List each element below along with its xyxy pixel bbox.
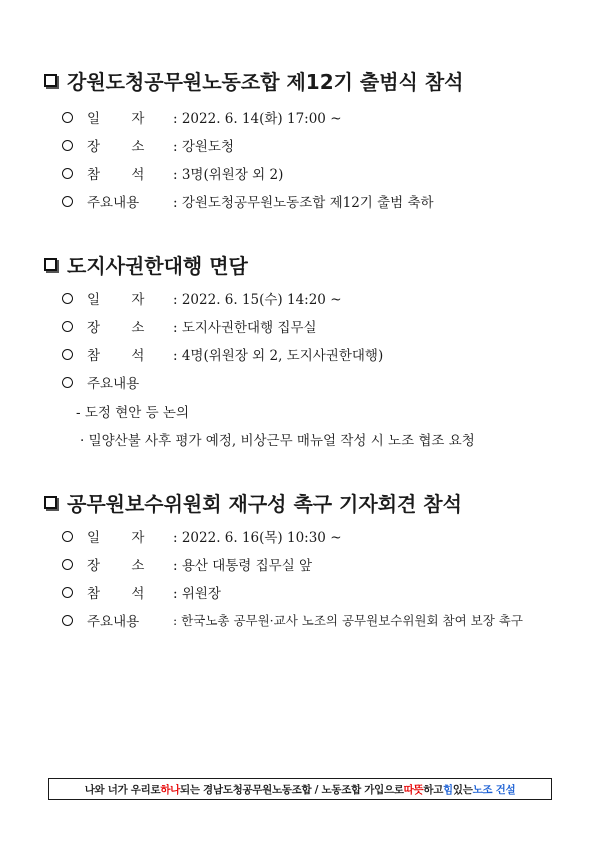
section-3-title [44, 488, 462, 516]
circle-bullet-icon [62, 531, 73, 542]
row-value: : 4명(위원장 외 2, 도지사권한대행) [173, 348, 384, 364]
row-value: : 2022. 6. 14(화) 17:00 ~ [173, 111, 342, 127]
section-2-title-text: 도지사권한대행 면담 [67, 253, 248, 278]
section-2-row-content [62, 371, 173, 393]
section-2-title [44, 250, 248, 278]
section-3-row-place [62, 553, 312, 575]
slogan-highlight-blue: 노조 건설 [472, 783, 516, 796]
circle-bullet-icon [62, 168, 73, 179]
circle-bullet-icon [62, 559, 73, 570]
circle-bullet-icon [62, 293, 73, 304]
circle-bullet-icon [62, 321, 73, 332]
slogan-part: 나와 너가 우리로 [84, 783, 161, 796]
row-value: : 용산 대통령 집무실 앞 [173, 558, 313, 574]
row-label: 주요내용 [87, 195, 140, 211]
row-value: : 강원도청공무원노동조합 제12기 출범 축하 [173, 195, 434, 211]
section-1-title [44, 66, 463, 94]
circle-bullet-icon [62, 196, 73, 207]
row-label: 참 석 [87, 348, 145, 364]
row-value: : 강원도청 [173, 139, 235, 155]
row-label: 주요내용 [87, 614, 140, 630]
footer-slogan-box [48, 778, 552, 800]
circle-bullet-icon [62, 112, 73, 123]
circle-bullet-icon [62, 615, 73, 626]
row-label: 장 소 [87, 320, 145, 336]
row-value: : 3명(위원장 외 2) [173, 167, 284, 183]
section-1-row-place [62, 134, 234, 156]
row-label: 장 소 [87, 558, 145, 574]
section-2-subitem-2: · 밀양산불 사후 평가 예정, 비상근무 매뉴얼 작성 시 노조 협조 요청 [80, 433, 475, 449]
row-value: : 2022. 6. 16(목) 10:30 ~ [173, 530, 342, 546]
circle-bullet-icon [62, 349, 73, 360]
section-1-row-attendees [62, 162, 283, 184]
section-1-title-text: 강원도청공무원노동조합 제12기 출범식 참석 [67, 69, 464, 94]
section-2-subitem-1: - 도정 현안 등 논의 [76, 405, 190, 421]
slogan-highlight-red: 따뜻 [403, 783, 424, 796]
checkbox-square-icon [44, 258, 57, 271]
row-label: 참 석 [87, 167, 145, 183]
slogan-part: 하고 [423, 783, 444, 796]
circle-bullet-icon [62, 377, 73, 388]
slogan-highlight-blue: 힘 [443, 783, 453, 796]
checkbox-square-icon [44, 496, 57, 509]
row-label: 참 석 [87, 586, 145, 602]
section-3-row-attendees [62, 581, 221, 603]
circle-bullet-icon [62, 587, 73, 598]
row-label: 일 자 [87, 530, 145, 546]
section-3-row-content [62, 609, 523, 631]
row-value: : 2022. 6. 15(수) 14:20 ~ [173, 292, 342, 308]
row-label: 일 자 [87, 111, 145, 127]
slogan-highlight-red: 하나 [160, 783, 180, 796]
section-1-row-date [62, 106, 342, 128]
row-value: : 도지사권한대행 집무실 [173, 320, 317, 336]
slogan-part: 되는 경남도청공무원노동조합 / 노동조합 가입으로 [180, 783, 404, 796]
checkbox-square-icon [44, 74, 57, 87]
row-label: 일 자 [87, 292, 145, 308]
section-2-row-attendees [62, 343, 383, 365]
circle-bullet-icon [62, 140, 73, 151]
slogan-part: 있는 [452, 783, 473, 796]
row-value: : 위원장 [173, 586, 221, 602]
section-3-title-text: 공무원보수위원회 재구성 촉구 기자회견 참석 [67, 491, 462, 516]
row-value: : 한국노총 공무원·교사 노조의 공무원보수위원회 참여 보장 촉구 [173, 613, 523, 628]
row-label: 주요내용 [87, 376, 140, 392]
row-label: 장 소 [87, 139, 145, 155]
section-2-row-place [62, 315, 317, 337]
section-3-row-date [62, 525, 342, 547]
section-1-row-content [62, 190, 434, 212]
section-2-row-date [62, 287, 342, 309]
